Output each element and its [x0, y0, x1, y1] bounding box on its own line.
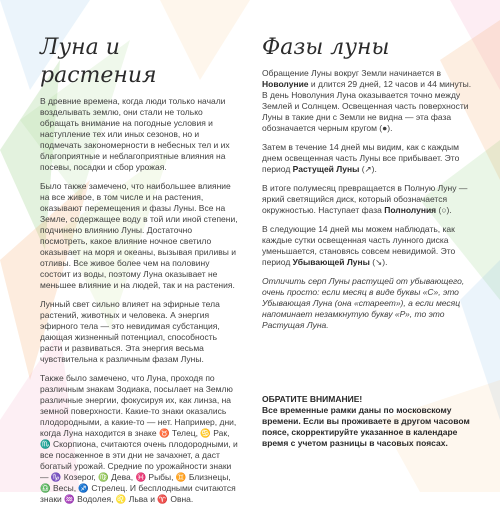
attention-notice: [262, 394, 474, 457]
paragraph-full-moon: В итоге полумесяц превращается в Полную Луну — яркий светящийся диск, который обозначается окружностью. Наступает фаза Полнолуния (○).: [262, 183, 468, 215]
paragraph-moon-influence: Было также замечено, что наибольшее влияние на все живое, в том числе и на растения, оказывают перемещения и фазы Луны. Все на Земле, содержащее воду в той или иной степени, подчинено влиянию Луны. Достаточно посмотреть, какое влияние ночное светило оказывает на моря и океаны, вызывая приливы и отливы. Все живое более чем на половину состоит из воды, поэтому Луна оказывает не меньшее влияние и на людей, так и на растения.: [40, 181, 238, 290]
paragraph-moonlight: Лунный свет сильно влияет на эфирные тела растений, животных и человека. А энергия эфирного тела — это невидимая субстанция, дающая жизненный потенциал, способность расти и развиваться. Эта энергия весьма чувствительна к различным фазам Луны.: [40, 299, 220, 364]
paragraph-waning-moon: В следующие 14 дней мы можем наблюдать, как каждые сутки освещенная часть лунного диска уменьшается, становясь совсем невидимой. Это период Убывающей Луны (↘).: [262, 224, 456, 267]
notice-text: Все временные рамки даны по московскому времени. Если вы проживаете в другом часовом поясе, скорректируйте указанное в календаре время с учетом разницы в часовых поясах.: [262, 405, 470, 448]
paragraph-distinguish-moon: Отличить серп Луны растущей от убывающего, очень просто: если месяц в виде буквы «С», это Убывающая Луна (она «стареет»), а если месяц напоминает незамкнутую букву «Р», то это Растущая Луна.: [262, 276, 465, 330]
paragraph-waxing-moon: Затем в течение 14 дней мы видим, как с каждым днем освещенная часть Луны все прибывает. Это период Растущей Луны (↗).: [262, 142, 460, 174]
left-column: [40, 34, 240, 513]
notice-title: ОБРАТИТЕ ВНИМАНИЕ!: [262, 394, 363, 404]
paragraph-zodiac-signs: Также было замечено, что Луна, проходя по различным знакам Зодиака, посылает на Землю различные энергии, фокусируя их, как линза, на земной поверхности. Какие-то знаки оказались плодородными, а какие-то — нет. Например, дни, когда Луна находится в знаке ♉ Телец, ♋ Рак, ♏ Скорпиона, считаются очень плодородными, и все посаженное в эти дни не зачахнет, а даст богатый урожай. Средние по урожайности знаки — ♑ Козерог, ♍ Дева, ♓ Рыбы, ♊ Близнецы, ♎ Весы, ♐ Стрелец. И бесплодными считаются знаки ♒ Водолея, ♌ Льва и ♈ Овна.: [40, 373, 238, 504]
paragraph-new-moon: Обращение Луны вокруг Земли начинается в Новолуние и длится 29 дней, 12 часов и 44 минуты. В день Новолуния Луна оказывается точно между Землей и Солнцем. Освещенная часть поверхности Луны в такие дни с Земли не видна — эта фаза обозначается черным кругом (●).: [262, 68, 472, 133]
right-column: [262, 34, 474, 339]
moon-phases-title: Фазы луны: [262, 35, 390, 60]
moon-and-plants-title: Луна и растения: [40, 35, 157, 88]
paragraph-ancient-times: В древние времена, когда люди только начали возделывать землю, они стали не только обращать внимание на погодные условия и наступление тех или иных сезонов, но и подмечать закономерности в небесных тел и их благоприятные и неблагоприятные влияния на посевы, посадки и сбор урожая.: [40, 96, 230, 172]
